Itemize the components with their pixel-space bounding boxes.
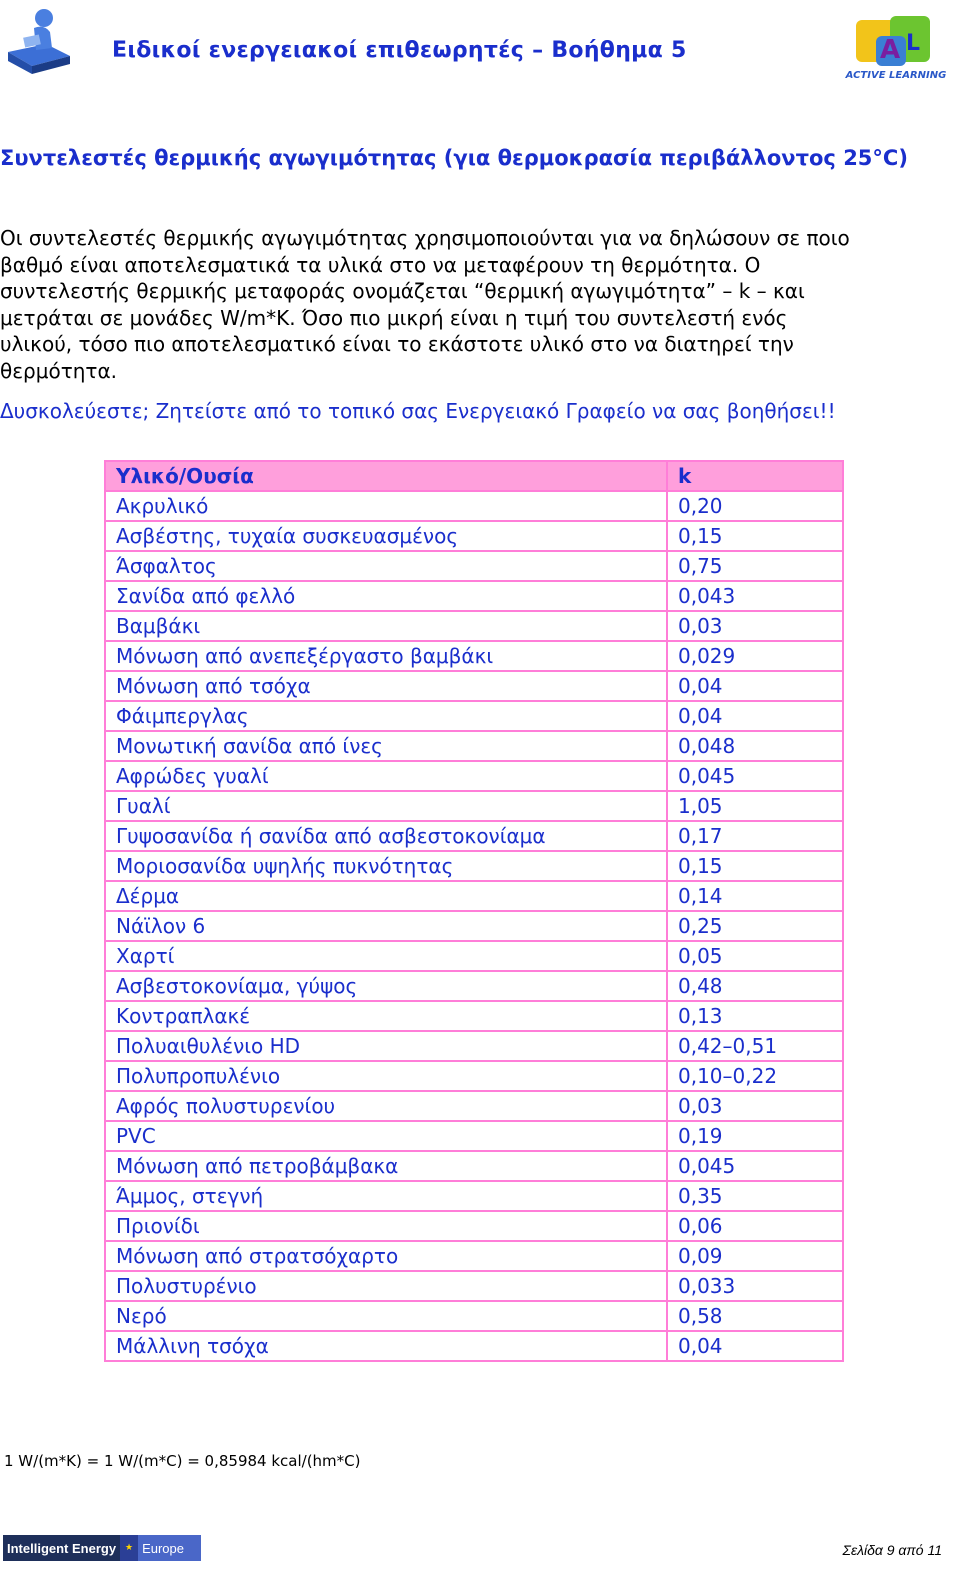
unit-conversion-footnote: 1 W/(m*K) = 1 W/(m*C) = 0,85984 kcal/(hm*C) [4,1452,361,1470]
material-cell: Δέρμα [105,881,667,911]
table-row [105,1121,843,1151]
material-cell: Μοριοσανίδα υψηλής πυκνότητας [105,851,667,881]
thermal-conductivity-table [104,460,844,1362]
material-cell: Νάϊλον 6 [105,911,667,941]
table-row [105,611,843,641]
material-cell: Μόνωση από στρατσόχαρτο [105,1241,667,1271]
table-row [105,821,843,851]
k-value-cell: 0,045 [667,1151,843,1181]
document-header-title: Ειδικοί ενεργειακοί επιθεωρητές – Βοήθημα 5 [112,38,687,63]
active-learning-logo-text: ACTIVE LEARNING [845,70,947,81]
k-value-cell: 0,03 [667,1091,843,1121]
material-cell: Βαμβάκι [105,611,667,641]
table-row [105,1241,843,1271]
k-value-cell: 0,04 [667,671,843,701]
intro-line: βαθμό είναι αποτελεσματικά τα υλικά στο να μεταφέρουν τη θερμότητα. Ο [0,252,761,277]
k-value-cell: 0,04 [667,1331,843,1361]
intro-line: Οι συντελεστές θερμικής αγωγιμότητας χρησιμοποιούνται για να δηλώσουν σε ποιο [0,226,850,250]
intro-paragraph [0,225,955,385]
table-row [105,641,843,671]
k-value-cell: 0,75 [667,551,843,581]
table-row [105,1001,843,1031]
material-cell: Ακρυλικό [105,491,667,521]
k-value-cell: 0,42–0,51 [667,1031,843,1061]
material-cell: Άσφαλτος [105,551,667,581]
k-value-cell: 0,13 [667,1001,843,1031]
material-cell: Πολυπροπυλένιο [105,1061,667,1091]
table-row [105,941,843,971]
k-value-cell: 0,06 [667,1211,843,1241]
material-cell: Πριονίδι [105,1211,667,1241]
help-line: Δυσκολεύεστε; Ζητείστε από το τοπικό σας Ενεργειακό Γραφείο να σας βοηθήσει!! [0,399,836,423]
material-cell: Μόνωση από πετροβάμβακα [105,1151,667,1181]
k-value-cell: 0,09 [667,1241,843,1271]
k-value-cell: 0,35 [667,1181,843,1211]
table-row [105,1331,843,1361]
material-cell: Γυψοσανίδα ή σανίδα από ασβεστοκονίαμα [105,821,667,851]
material-cell: Πολυστυρένιο [105,1271,667,1301]
table-row [105,881,843,911]
header-k: k [667,461,843,491]
k-value-cell: 0,17 [667,821,843,851]
k-value-cell: 0,043 [667,581,843,611]
intro-line: συντελεστής θερμικής μεταφοράς ονομάζεται “θερμική αγωγιμότητα” – k – και [0,279,805,304]
material-cell: Μόνωση από τσόχα [105,671,667,701]
k-value-cell: 0,05 [667,941,843,971]
table-row [105,1061,843,1091]
material-cell: Μάλλινη τσόχα [105,1331,667,1361]
table-row [105,1031,843,1061]
material-cell: Γυαλί [105,791,667,821]
table-row [105,491,843,521]
table-row [105,1301,843,1331]
table-row [105,701,843,731]
table-row [105,731,843,761]
k-value-cell: 0,029 [667,641,843,671]
k-value-cell: 0,03 [667,611,843,641]
intro-line: υλικού, τόσο πιο αποτελεσματικό είναι το εκάστοτε υλικό στο να διατηρεί την [0,332,794,357]
svg-text:A: A [880,35,901,65]
material-cell: Ασβέστης, τυχαία συσκευασμένος [105,521,667,551]
material-cell: Κοντραπλακέ [105,1001,667,1031]
table-row [105,1271,843,1301]
k-value-cell: 0,20 [667,491,843,521]
intelligent-energy-europe-logo [3,1535,201,1561]
table-row [105,521,843,551]
logo-right-text: Europe [138,1535,201,1561]
k-value-cell: 0,10–0,22 [667,1061,843,1091]
table-row [105,1091,843,1121]
k-value-cell: 0,033 [667,1271,843,1301]
k-value-cell: 0,048 [667,731,843,761]
k-value-cell: 0,58 [667,1301,843,1331]
table-row [105,581,843,611]
material-cell: Αφρός πολυστυρενίου [105,1091,667,1121]
eu-flag-icon: ★ [120,1535,138,1561]
table-header-row [105,461,843,491]
k-value-cell: 1,05 [667,791,843,821]
k-value-cell: 0,19 [667,1121,843,1151]
table-row [105,551,843,581]
material-cell: Μόνωση από ανεπεξέργαστο βαμβάκι [105,641,667,671]
material-cell: Μονωτική σανίδα από ίνες [105,731,667,761]
logo-left-text: Intelligent Energy [3,1535,120,1561]
k-value-cell: 0,04 [667,701,843,731]
material-cell: Άμμος, στεγνή [105,1181,667,1211]
table-row [105,791,843,821]
material-cell: Πολυαιθυλένιο HD [105,1031,667,1061]
material-cell: Αφρώδες γυαλί [105,761,667,791]
intro-line: μετράται σε μονάδες W/m*K. Όσο πιο μικρή είναι η τιμή του συντελεστή ενός [0,305,788,330]
material-cell: Χαρτί [105,941,667,971]
svg-text:L: L [906,31,921,56]
k-value-cell: 0,045 [667,761,843,791]
material-cell: Ασβεστοκονίαμα, γύψος [105,971,667,1001]
table-row [105,1211,843,1241]
table-row [105,671,843,701]
page-number: Σελίδα 9 από 11 [842,1542,942,1558]
intro-line: θερμότητα. [0,358,118,383]
k-value-cell: 0,14 [667,881,843,911]
table-row [105,851,843,881]
material-cell: Φάιμπεργλας [105,701,667,731]
header-material: Υλικό/Ουσία [105,461,667,491]
table-row [105,761,843,791]
material-cell: PVC [105,1121,667,1151]
table-row [105,971,843,1001]
table-row [105,911,843,941]
k-value-cell: 0,15 [667,521,843,551]
reading-person-logo-icon [6,4,72,74]
k-value-cell: 0,48 [667,971,843,1001]
table-row [105,1151,843,1181]
k-value-cell: 0,15 [667,851,843,881]
material-cell: Νερό [105,1301,667,1331]
k-value-cell: 0,25 [667,911,843,941]
section-title: Συντελεστές θερμικής αγωγιμότητας (για θερμοκρασία περιβάλλοντος 25°C) [0,146,908,170]
table-row [105,1181,843,1211]
material-cell: Σανίδα από φελλό [105,581,667,611]
active-learning-logo [845,14,950,88]
